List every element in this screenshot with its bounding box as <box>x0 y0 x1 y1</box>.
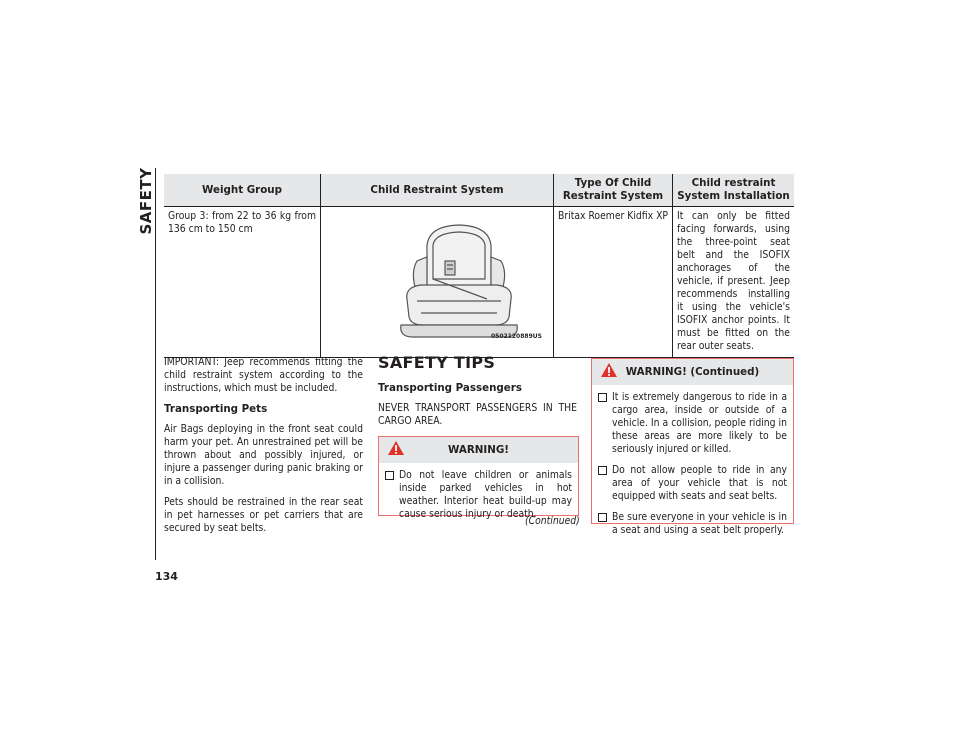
warning-icon <box>600 362 618 378</box>
pets-paragraph-1: Air Bags deploying in the front seat could harm your pet. An unrestrained pet will be thrown about and possibly injured, or injure a passenger during panic braking or in a collision. <box>164 423 363 487</box>
header-restraint-type: Type Of Child Restraint System <box>554 174 673 207</box>
warning-box <box>378 436 579 520</box>
middle-column <box>378 353 577 436</box>
warning-title: WARNING! <box>447 444 509 456</box>
pets-heading: Transporting Pets <box>164 403 268 415</box>
cell-restraint-type: Britax Roemer Kidfix XP <box>554 207 673 358</box>
section-tab-label: SAFETY <box>137 167 155 235</box>
cargo-warning-text: NEVER TRANSPORT PASSENGERS IN THE CARGO AREA. <box>378 402 577 427</box>
section-tab <box>137 167 155 235</box>
left-column <box>164 356 363 543</box>
checkbox-bullet-icon <box>598 466 607 475</box>
warning-header <box>379 437 578 463</box>
list-item: Do not leave children or animals inside parked vehicles in hot weather. Interior heat build-up may cause serious injury or death. <box>385 469 572 521</box>
table-row <box>164 207 794 358</box>
child-restraint-table <box>164 174 794 358</box>
warning-continued-header <box>592 359 793 385</box>
important-note: IMPORTANT: Jeep recommends fitting the child restraint system according to the instructions, which must be included. <box>164 356 363 394</box>
image-code: 0502120889US <box>491 333 542 340</box>
header-installation: Child restraint System Installation <box>673 174 795 207</box>
child-seat-illustration <box>387 221 532 341</box>
warning-continued-title: WARNING! (Continued) <box>625 366 760 378</box>
cell-restraint-image <box>321 207 554 358</box>
pets-paragraph-2: Pets should be restrained in the rear seat in pet harnesses or pet carriers that are secured by seat belts. <box>164 496 363 534</box>
cell-weight-group: Group 3: from 22 to 36 kg from 136 cm to 150 cm <box>164 207 321 358</box>
checkbox-bullet-icon <box>385 471 394 480</box>
safety-tips-title: SAFETY TIPS <box>378 353 496 372</box>
warning-continued-box <box>591 358 794 536</box>
list-item: It is extremely dangerous to ride in a cargo area, inside or outside of a vehicle. In a collision, people riding in these areas are more likely to be seriously injured or killed. <box>598 391 787 456</box>
page-number: 134 <box>155 570 178 583</box>
section-divider <box>155 168 156 560</box>
warning-continued-list <box>592 385 793 549</box>
continued-label: (Continued) <box>525 515 580 527</box>
checkbox-bullet-icon <box>598 393 607 402</box>
table-header-row <box>164 174 794 207</box>
cell-installation: It can only be fitted facing forwards, using the three-point seat belt and the ISOFIX anchorages of the vehicle, if present. Jeep recommends installing it using the vehicle's ISOFIX anchor points. It must be fitted on the rear outer seats. <box>673 207 795 358</box>
warning-icon <box>387 440 405 456</box>
header-weight-group: Weight Group <box>164 174 321 207</box>
list-item: Be sure everyone in your vehicle is in a seat and using a seat belt properly. <box>598 511 787 537</box>
list-item: Do not allow people to ride in any area of your vehicle that is not equipped with seats and seat belts. <box>598 464 787 503</box>
checkbox-bullet-icon <box>598 513 607 522</box>
passengers-heading: Transporting Passengers <box>378 382 522 394</box>
header-restraint-system: Child Restraint System <box>321 174 554 207</box>
